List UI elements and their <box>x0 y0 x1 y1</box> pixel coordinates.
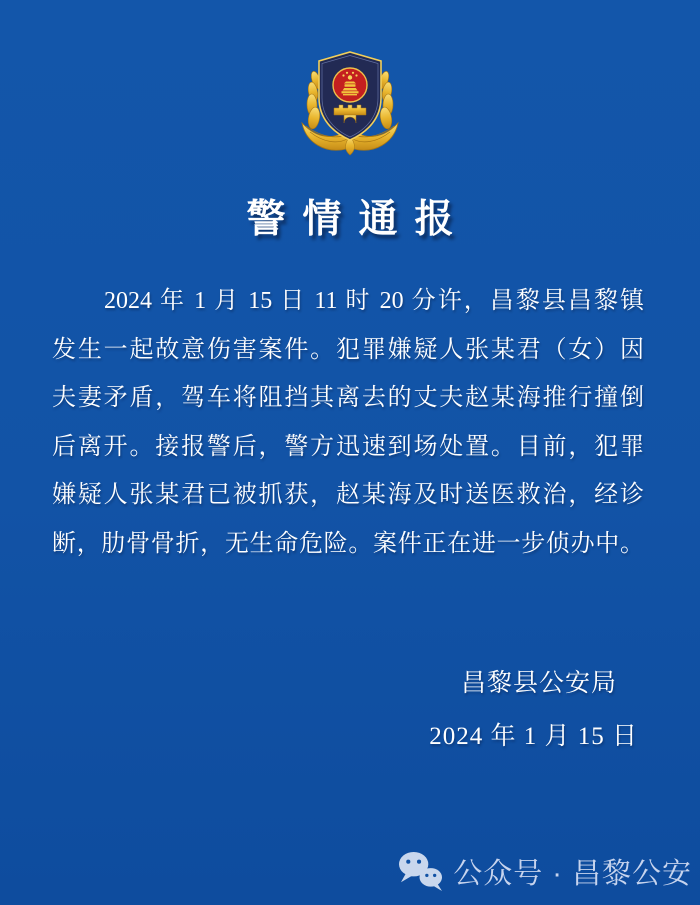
body-line: 夫妻矛盾，驾车将阻挡其离去的丈夫赵某海推行撞倒 <box>52 385 644 411</box>
wechat-icon <box>397 850 444 893</box>
body-line: 发生一起故意伤害案件。犯罪嫌疑人张某君（女）因 <box>52 336 644 363</box>
notice-date: 2024 年 1 月 15 日 <box>429 723 638 750</box>
body-line: 断，肋骨骨折，无生命危险。案件正在进一步侦办中。 <box>52 530 644 557</box>
body-line: 嫌疑人张某君已被抓获，赵某海及时送医救治，经诊 <box>52 482 644 508</box>
footer-label: 公众号 · 昌黎公安 <box>453 858 692 890</box>
agency-signature: 昌黎县公安局 <box>460 670 617 697</box>
body-line: 后离开。接报警后，警方迅速到场处置。目前，犯罪 <box>52 433 644 460</box>
footer <box>397 850 692 893</box>
police-badge-icon <box>300 50 400 156</box>
notice-title: 警情通报 <box>246 198 471 241</box>
body-line: 2024 年 1 月 15 日 11 时 20 分许，昌黎县昌黎镇 <box>104 288 644 314</box>
notice-body <box>52 277 644 568</box>
